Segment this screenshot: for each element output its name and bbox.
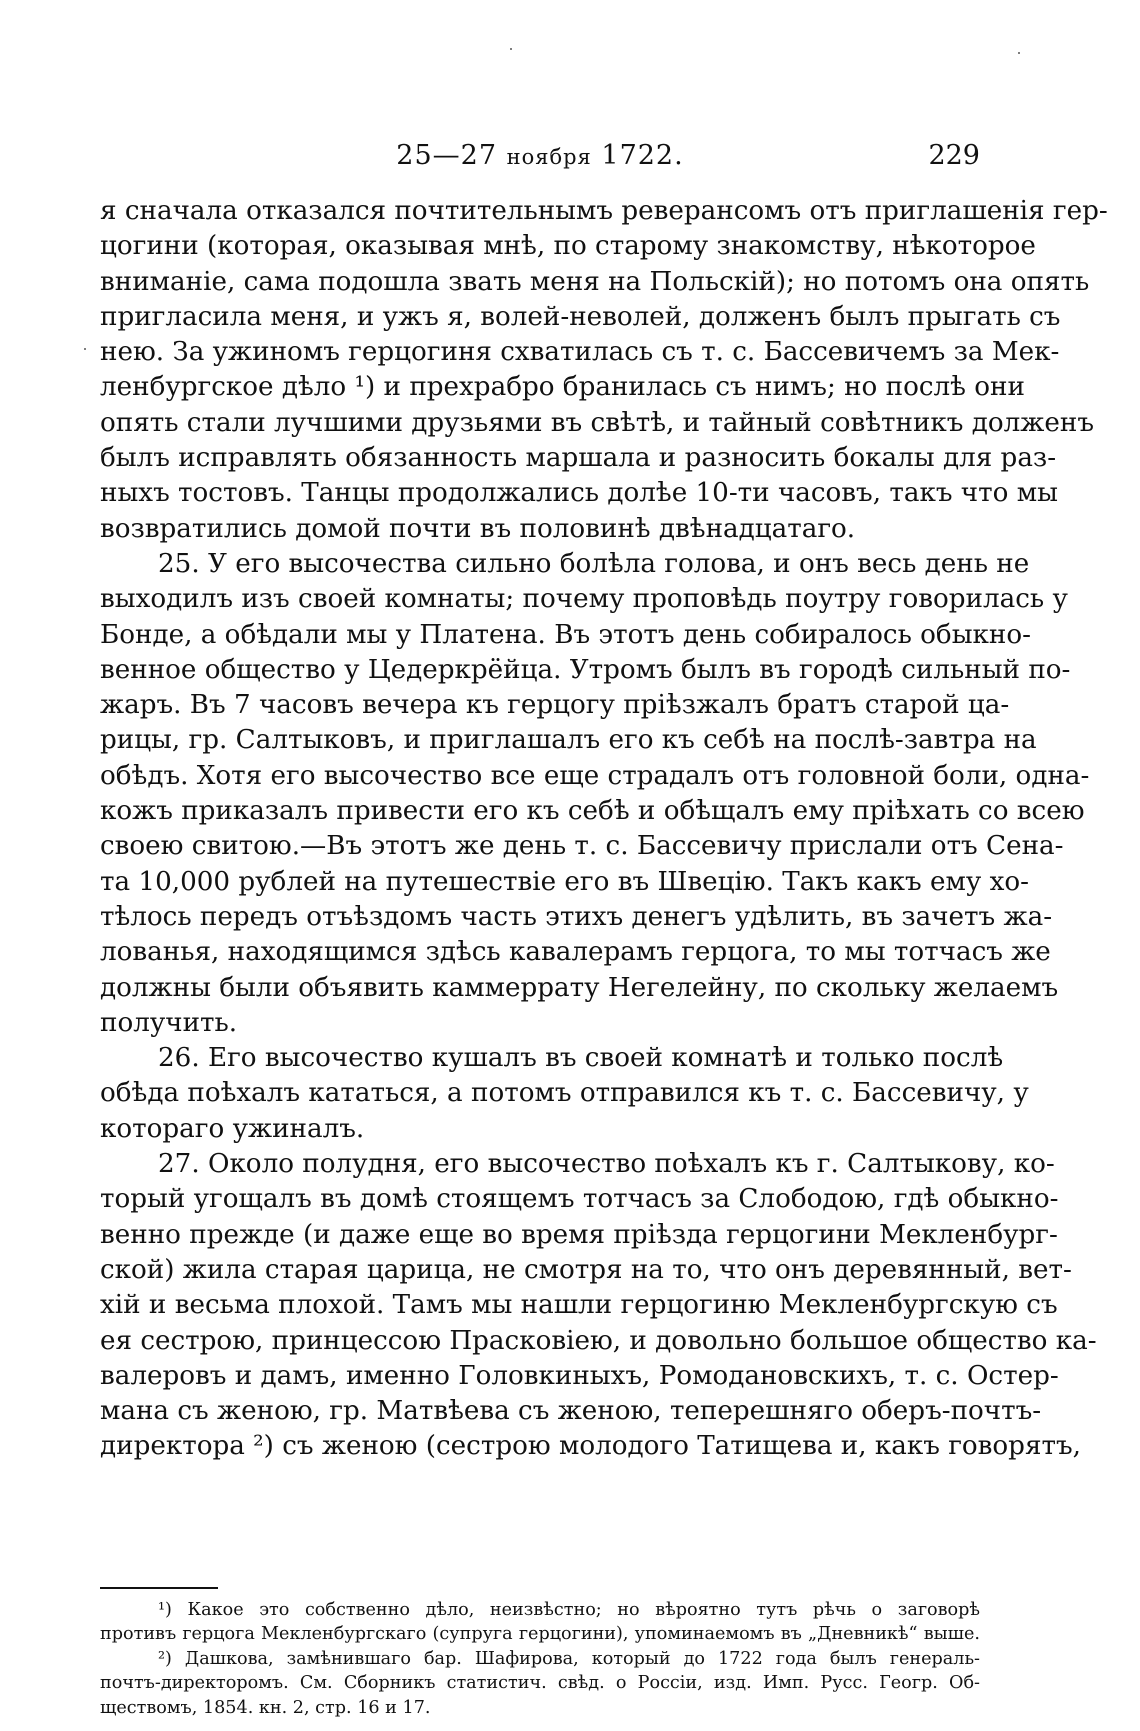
text-line: опять стали лучшими друзьями въ свѣтѣ, и тайный совѣтникъ долженъ — [100, 407, 1095, 438]
text-line: получить. — [100, 1007, 238, 1038]
text-line: ныхъ тостовъ. Танцы продолжались долѣе 10-ти часовъ, такъ что мы — [100, 478, 1058, 509]
text-line: должны были объявить каммеррату Негелейну, по скольку желаемъ — [100, 972, 1059, 1003]
text-line: выходилъ изъ своей комнаты; почему проповѣдь поутру говорилась у — [100, 584, 1068, 615]
title-month: ноября — [506, 145, 592, 169]
paragraph-start-line: 26. Его высочество кушалъ въ своей комнатѣ и только послѣ — [158, 1043, 1004, 1074]
text-line: венно прежде (и даже еще во время пріѣзда герцогини Мекленбург- — [100, 1219, 1058, 1250]
text-line: обѣда поѣхалъ кататься, а потомъ отправился къ т. с. Бассевичу, у — [100, 1078, 1029, 1109]
text-line: тѣлось передъ отъѣздомъ часть этихъ денегъ удѣлить, въ зачетъ жа- — [100, 901, 1053, 932]
text-line: венное общество у Цедеркрёйца. Утромъ былъ въ городѣ сильный по- — [100, 654, 1071, 685]
text-line: кожъ приказалъ привести его къ себѣ и обѣщалъ ему пріѣхать со всею — [100, 796, 1085, 827]
paragraph-start-line: 25. У его высочества сильно болѣла голова, и онъ весь день не — [158, 548, 1030, 579]
title-dates: 25—27 — [396, 140, 507, 171]
text-line: торый угощалъ въ домѣ стоящемъ тотчасъ за Слободою, гдѣ обыкно- — [100, 1184, 1059, 1215]
footnotes — [100, 1598, 980, 1720]
footnote-line: противъ герцога Мекленбургскаго (супруга герцогини), упоминаемомъ въ „Дневникѣ“ выше. — [100, 1624, 980, 1645]
footnote-line: ²) Дашкова, замѣнившаго бар. Шафирова, который до 1722 года былъ генераль- — [158, 1648, 980, 1669]
text-line: пригласила меня, и ужъ я, волей-неволей, долженъ былъ прыгать съ — [100, 301, 1061, 332]
text-line: ской) жила старая царица, не смотря на то, что онъ деревянный, вет- — [100, 1254, 1072, 1285]
text-line: жаръ. Въ 7 часовъ вечера къ герцогу пріѣзжалъ братъ старой ца- — [100, 690, 1010, 721]
text-line: обѣдъ. Хотя его высочество все еще страдалъ отъ головной боли, одна- — [100, 760, 1090, 791]
text-line: цогини (которая, оказывая мнѣ, по старому знакомству, нѣкоторое — [100, 231, 1036, 262]
text-line: директора ²) съ женою (сестрою молодого Татищева и, какъ говорятъ, — [100, 1431, 1081, 1462]
footnote-separator — [100, 1587, 218, 1589]
text-line: рицы, гр. Салтыковъ, и приглашалъ его къ себѣ на послѣ-завтра на — [100, 725, 1037, 756]
text-line: вниманіе, сама подошла звать меня на Польскій); но потомъ она опять — [100, 266, 1090, 297]
paragraph-start-line: 27. Около полудня, его высочество поѣхалъ къ г. Салтыкову, ко- — [158, 1149, 1055, 1180]
text-line: Бонде, а обѣдали мы у Платена. Въ этотъ день собиралось обыкно- — [100, 619, 1031, 650]
running-head — [100, 140, 980, 180]
text-line: былъ исправлять обязанность маршала и разносить бокалы для раз- — [100, 443, 1057, 474]
text-line: мана съ женою, гр. Матвѣева съ женою, теперешняго оберъ-почтъ- — [100, 1396, 1042, 1427]
text-line: та 10,000 рублей на путешествіе его въ Швецію. Такъ какъ ему хо- — [100, 866, 1029, 897]
page-number: 229 — [928, 140, 980, 171]
text-line: ленбургское дѣло ¹) и прехрабро бранилась съ нимъ; но послѣ они — [100, 372, 1025, 403]
title-year: 1722. — [591, 140, 684, 171]
text-line: хій и весьма плохой. Тамъ мы нашли герцогиню Мекленбургскую съ — [100, 1290, 1058, 1321]
text-line: своею свитою.—Въ этотъ же день т. с. Бассевичу прислали отъ Сена- — [100, 831, 1064, 862]
text-line: лованья, находящимся здѣсь кавалерамъ герцога, то мы тотчасъ же — [100, 937, 1051, 968]
running-title — [100, 140, 980, 171]
footnote-line: ¹) Какое это собственно дѣло, неизвѣстно; но вѣроятно тутъ рѣчь о заговорѣ — [158, 1600, 980, 1620]
footnote-line: почтъ-директоромъ. См. Сборникъ статистич. свѣд. о Россіи, изд. Имп. Русс. Геогр. Об- — [100, 1673, 980, 1694]
text-line: я сначала отказался почтительнымъ реверансомъ отъ приглашенія гер- — [100, 196, 1108, 226]
text-line: возвратились домой почти въ половинѣ двѣнадцатаго. — [100, 513, 856, 544]
footnote-line: ществомъ, 1854. кн. 2, стр. 16 и 17. — [100, 1697, 431, 1718]
text-line: ея сестрою, принцессою Прасковіею, и довольно большое общество ка- — [100, 1325, 1097, 1356]
text-line: котораго ужиналъ. — [100, 1113, 365, 1144]
body-text — [100, 194, 1108, 1465]
text-line: нею. За ужиномъ герцогиня схватилась съ т. с. Бассевичемъ за Мек- — [100, 337, 1060, 368]
text-line: валеровъ и дамъ, именно Головкиныхъ, Ромодановскихъ, т. с. Остер- — [100, 1360, 1059, 1391]
